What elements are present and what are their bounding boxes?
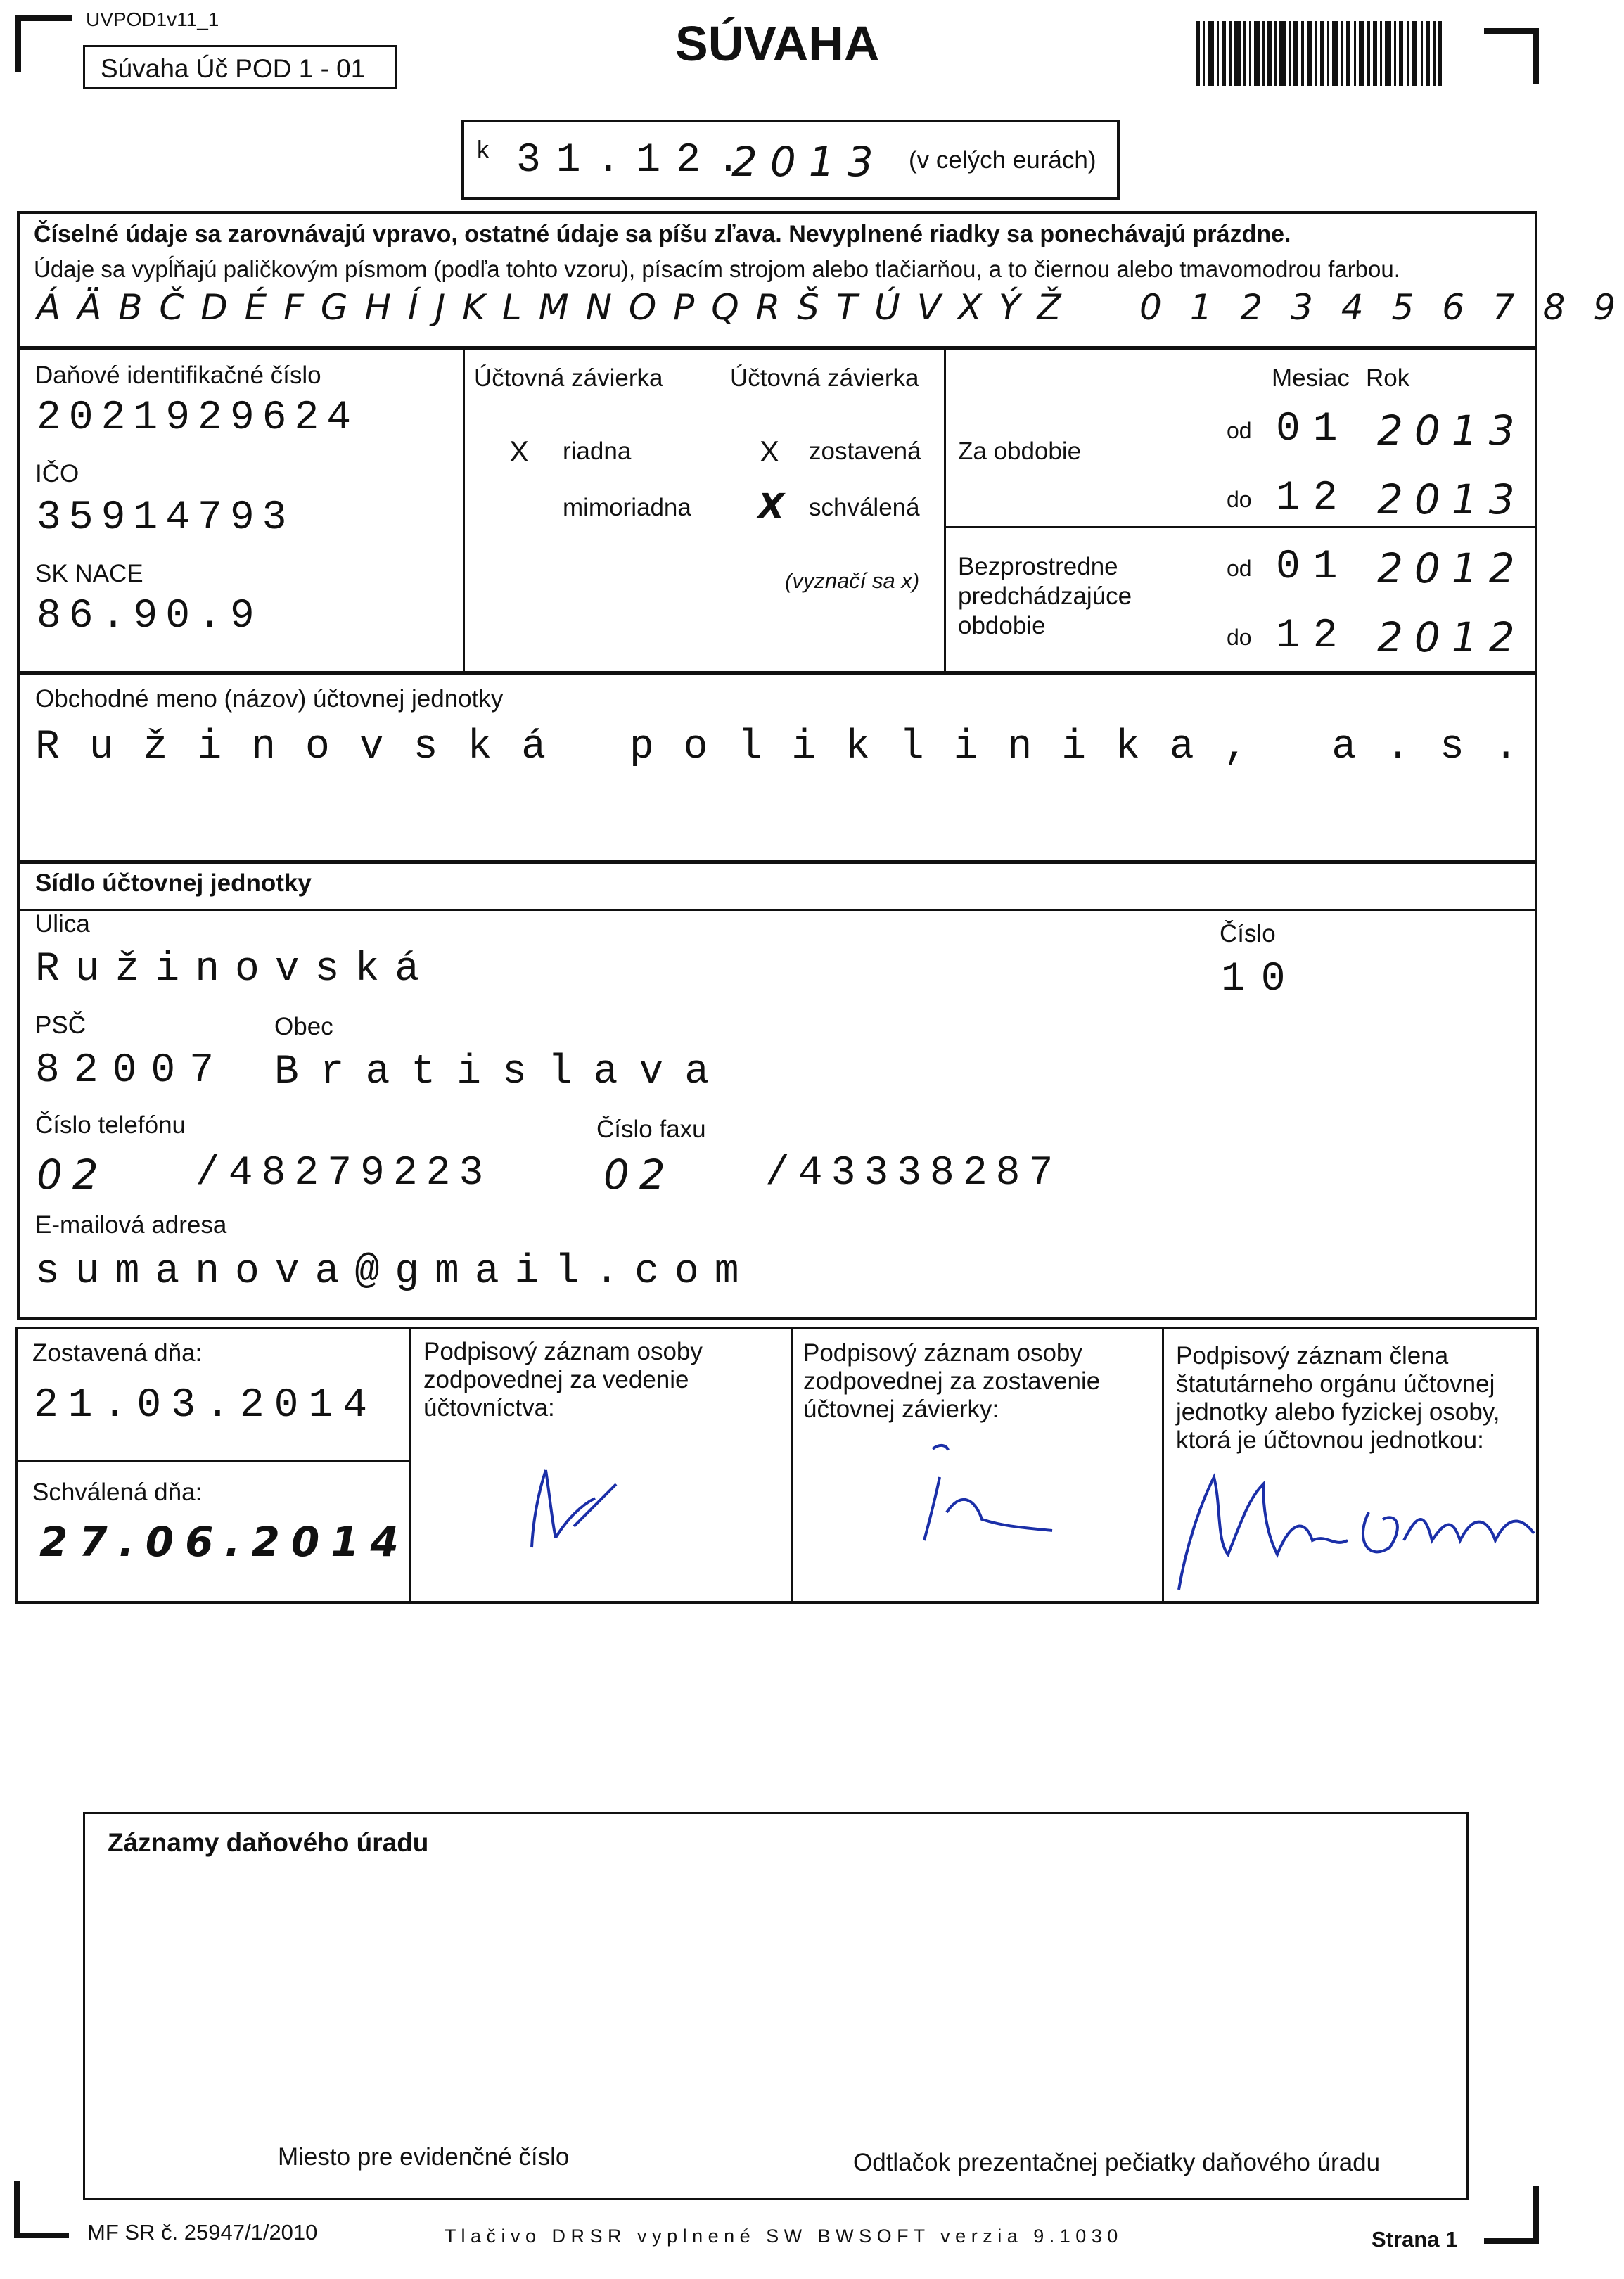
- nace-label: SK NACE: [35, 560, 143, 587]
- schvalena-label: schválená: [809, 494, 920, 521]
- compiled-label: Zostavená dňa:: [32, 1339, 203, 1367]
- seat-title: Sídlo účtovnej jednotky: [35, 869, 312, 897]
- number-label: Číslo: [1220, 920, 1276, 947]
- prev-period-label-2: predchádzajúce: [958, 582, 1132, 610]
- mimoriadna-label: mimoriadna: [563, 494, 691, 521]
- registration-number-label: Miesto pre evidenčné číslo: [278, 2143, 570, 2171]
- city-label: Obec: [274, 1013, 333, 1040]
- dic-label: Daňové identifikačné číslo: [35, 362, 321, 389]
- corner-mark-bottom-left-h: [14, 2233, 69, 2238]
- current-from-year: 2013: [1377, 407, 1526, 454]
- divider-period-row: [944, 526, 1537, 528]
- corner-mark-bottom-right-h: [1484, 2238, 1539, 2244]
- seat-box: [17, 861, 1537, 1320]
- corner-mark-top-left: [15, 15, 21, 72]
- psc-value: 82007: [35, 1048, 229, 1094]
- current-to-month: 12: [1276, 475, 1350, 521]
- nace-value: 86.90.9: [37, 594, 262, 639]
- sample-letters: Á Ä B Č D É F G H Í J K L M N O P Q R Š T Ú V X Ý Ž: [37, 287, 1064, 328]
- prev-from-year: 2012: [1377, 544, 1526, 592]
- fax-value: /43338287: [765, 1151, 1062, 1196]
- signature-compiler: [883, 1435, 1066, 1555]
- street-value: Ružinovská: [35, 947, 435, 992]
- sig3-label: Podpisový záznam člena štatutárneho orgánu účtovnej jednotky alebo fyzickej osoby, ktorá je účtovnou jednotkou:: [1176, 1342, 1500, 1454]
- current-to-year: 2013: [1377, 475, 1526, 523]
- balance-date-day-month: 31.12.: [516, 138, 756, 184]
- zavierka-hint: (vyznačí sa x): [785, 568, 920, 593]
- prev-from-month: 01: [1276, 544, 1350, 590]
- date-prefix: k: [477, 136, 489, 163]
- signatures-box: [15, 1327, 1539, 1604]
- zostavena-label: zostavená: [809, 438, 921, 465]
- dates-divider: [18, 1460, 409, 1462]
- instructions-line-2: Údaje sa vypĺňajú paličkovým písmom (podľa tohto vzoru), písacím strojom alebo tlačiarňou, a to čiernou alebo tmavomodrou farbou.: [34, 256, 1400, 282]
- prev-period-label-1: Bezprostredne: [958, 553, 1118, 580]
- balance-date-box: [461, 120, 1120, 200]
- street-label: Ulica: [35, 910, 90, 938]
- riadna-checkbox[interactable]: X: [509, 435, 530, 468]
- approved-date: 27.06.2014: [39, 1518, 410, 1566]
- fax-prefix: 02: [603, 1151, 675, 1199]
- psc-label: PSČ: [35, 1011, 86, 1039]
- signature-statutory: [1172, 1435, 1537, 1604]
- od-label-prev: od: [1227, 556, 1252, 581]
- riadna-label: riadna: [563, 438, 632, 465]
- fax-label: Číslo faxu: [596, 1116, 706, 1143]
- currency-note: (v celých eurách): [909, 146, 1096, 174]
- zavierka-col2-title: Účtovná závierka: [730, 364, 919, 392]
- form-code: UVPOD1v11_1: [86, 8, 219, 30]
- corner-mark-bottom-left: [14, 2181, 20, 2238]
- barcode: [1196, 21, 1442, 86]
- phone-prefix: 02: [37, 1151, 108, 1199]
- software-note: T l a č i v o D R S R v y p l n e n é S W B W S O F T v e r z i a 9 . 1 0 3 0: [445, 2226, 1118, 2247]
- schvalena-checkbox[interactable]: X: [758, 487, 785, 526]
- corner-mark-top-right: [1533, 28, 1539, 84]
- current-period-label: Za obdobie: [958, 438, 1082, 465]
- corner-mark-bottom-right: [1533, 2186, 1539, 2244]
- phone-value: /48279223: [196, 1151, 492, 1196]
- signature-accountant: [504, 1456, 644, 1555]
- divider-ids: [463, 350, 465, 674]
- current-from-month: 01: [1276, 407, 1350, 452]
- compiled-date: 21.03.2014: [34, 1383, 378, 1429]
- stamp-label: Odtlačok prezentačnej pečiatky daňového úradu: [853, 2149, 1381, 2176]
- prev-period-label-3: obdobie: [958, 612, 1046, 639]
- month-header: Mesiac: [1272, 364, 1350, 392]
- zavierka-col1-title: Účtovná závierka: [474, 364, 663, 392]
- identification-box: [17, 347, 1537, 674]
- entity-name-label: Obchodné meno (názov) účtovnej jednotky: [35, 685, 504, 713]
- instructions-line-1: Číselné údaje sa zarovnávajú vpravo, ostatné údaje sa píšu zľava. Nevyplnené riadky sa ponechávajú prázdne.: [34, 221, 1291, 248]
- city-value: Bratislava: [274, 1049, 731, 1095]
- prev-to-year: 2012: [1377, 613, 1526, 661]
- sample-digits: 0 1 2 3 4 5 6 7 8 9: [1139, 287, 1624, 328]
- instructions-box: [17, 211, 1624, 349]
- form-name-box: [83, 45, 397, 89]
- number-value: 10: [1221, 957, 1301, 1002]
- page-number: Strana 1: [1372, 2227, 1458, 2252]
- email-label: E-mailová adresa: [35, 1211, 227, 1239]
- year-header: Rok: [1366, 364, 1410, 392]
- phone-label: Číslo telefónu: [35, 1111, 186, 1139]
- sig2-label: Podpisový záznam osoby zodpovednej za zostavenie účtovnej závierky:: [803, 1339, 1101, 1423]
- divider-period: [944, 350, 946, 674]
- entity-name-value: Ružinovská poliklinika, a.s.: [35, 724, 1548, 770]
- prev-to-month: 12: [1276, 613, 1350, 659]
- seat-title-divider: [20, 909, 1537, 911]
- corner-mark-top-right-h: [1484, 28, 1539, 34]
- tax-office-title: Záznamy daňového úradu: [108, 1828, 429, 1857]
- entity-name-box: [17, 672, 1548, 862]
- od-label-current: od: [1227, 418, 1252, 443]
- balance-date-year: 2013: [731, 138, 886, 186]
- page-title: SÚVAHA: [675, 16, 880, 71]
- ministry-code: MF SR č. 25947/1/2010: [87, 2220, 318, 2245]
- tax-office-box: [83, 1812, 1469, 2200]
- zostavena-checkbox[interactable]: X: [760, 435, 780, 468]
- email-value: sumanova@gmail.com: [35, 1249, 755, 1295]
- form-name: Súvaha Úč POD 1 - 01: [101, 54, 366, 83]
- sig-divider-3: [1162, 1329, 1164, 1604]
- corner-mark-top-left-h: [15, 15, 72, 21]
- sig1-label: Podpisový záznam osoby zodpovednej za vedenie účtovníctva:: [423, 1338, 703, 1422]
- sig-divider-2: [791, 1329, 793, 1604]
- ico-label: IČO: [35, 460, 79, 487]
- dic-value: 2021929624: [37, 395, 359, 441]
- ico-value: 35914793: [37, 495, 295, 541]
- approved-label: Schválená dňa:: [32, 1479, 203, 1506]
- do-label-current: do: [1227, 487, 1252, 512]
- do-label-prev: do: [1227, 625, 1252, 650]
